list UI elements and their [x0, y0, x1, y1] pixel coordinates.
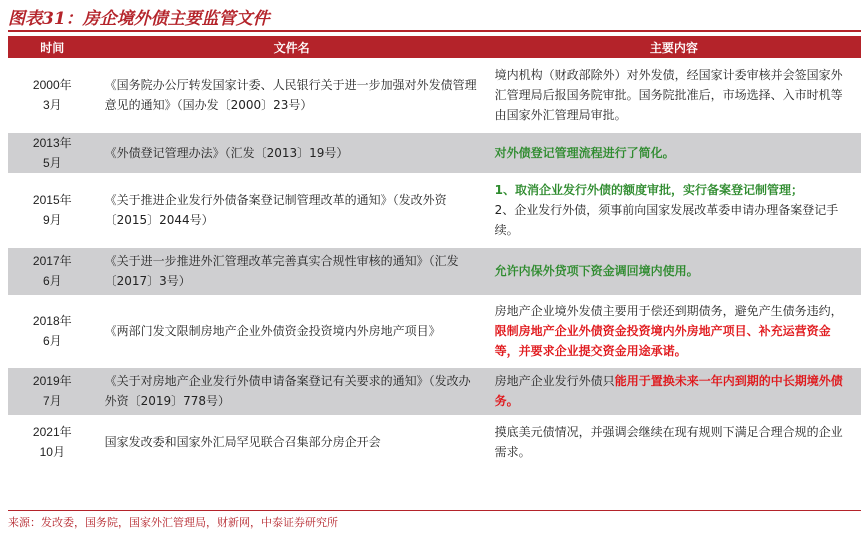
cell-time-line: 10月 [39, 445, 65, 459]
content-part: 1、取消企业发行外债的额度审批，实行备案登记制管理； [494, 183, 804, 197]
table-row [8, 247, 861, 295]
cell-time-line: 2021年 [32, 425, 72, 439]
table-row [8, 295, 861, 367]
figure-title: 图表31：房企境外债主要监管文件 [8, 9, 270, 29]
table-row [8, 367, 861, 415]
title-divider [8, 30, 861, 32]
table-row [8, 415, 861, 469]
content-part: 对外债登记管理流程进行了简化。 [494, 145, 675, 160]
table-body [8, 58, 861, 469]
content-part: 2、企业发行外债，须事前向国家发展改革委申请办理备案登记手续。 [494, 203, 839, 237]
cell-time [8, 173, 97, 247]
cell-main-content [487, 247, 861, 295]
cell-time-line: 2019年 [32, 374, 72, 388]
cell-document-name: 《关于推进企业发行外债备案登记制管理改革的通知》（发改外资〔2015〕2044号） [97, 173, 487, 247]
regulation-table [8, 36, 861, 470]
cell-time [8, 132, 97, 173]
cell-document-name: 国家发改委和国家外汇局罕见联合召集部分房企开会 [97, 415, 487, 469]
cell-time [8, 415, 97, 469]
header-content: 主要内容 [487, 36, 861, 58]
content-part: 能用于置换未来一年内到期的中长期境外债务。 [494, 374, 843, 408]
content-part: 限制房地产企业外债资金投资境内外房地产项目、补充运营资金等，并要求企业提交资金用途承诺。 [494, 324, 831, 358]
cell-main-content [487, 58, 861, 132]
cell-main-content [487, 415, 861, 469]
cell-time-line: 6月 [42, 274, 62, 288]
cell-document-name: 《关于进一步推进外汇管理改革完善真实合规性审核的通知》（汇发〔2017〕3号） [97, 247, 487, 295]
content-part: 房地产企业境外发债主要用于偿还到期债务，避免产生债务违约， [494, 304, 843, 318]
cell-main-content [487, 132, 861, 173]
content-part: 房地产企业发行外债只 [494, 374, 615, 388]
cell-time-line: 5月 [42, 155, 62, 170]
cell-time-line: 2000年 [32, 77, 72, 92]
cell-document-name: 《两部门发文限制房地产企业外债资金投资境内外房地产项目》 [97, 295, 487, 367]
header-time: 时间 [8, 36, 97, 58]
cell-time-line: 2015年 [32, 193, 72, 207]
cell-document-name: 《国务院办公厅转发国家计委、人民银行关于进一步加强对外发债管理意见的通知》（国办发〔2000〕23号） [97, 58, 487, 132]
cell-document-name: 《外债登记管理办法》（汇发〔2013〕19号） [97, 132, 487, 173]
cell-time [8, 247, 97, 295]
cell-time [8, 295, 97, 367]
cell-time-line: 2013年 [32, 135, 72, 150]
cell-main-content [487, 367, 861, 415]
cell-main-content [487, 295, 861, 367]
content-part: 摸底美元债情况，并强调会继续在现有规则下满足合理合规的企业需求。 [494, 425, 843, 459]
cell-time-line: 6月 [42, 334, 62, 348]
cell-time-line: 2018年 [32, 314, 72, 328]
cell-time [8, 58, 97, 132]
cell-main-content [487, 173, 861, 247]
table-row [8, 173, 861, 247]
cell-time [8, 367, 97, 415]
content-part: 允许内保外贷项下资金调回境内使用。 [494, 264, 699, 278]
table-header-row [8, 36, 861, 58]
cell-time-line: 7月 [42, 394, 62, 408]
cell-time-line: 9月 [42, 213, 62, 227]
content-part: 境内机构（财政部除外）对外发债，经国家计委审核并会签国家外汇管理局后报国务院审批。国务院批准后，市场选择、入市时机等由国家外汇管理局审批。 [494, 67, 843, 122]
cell-time-line: 2017年 [32, 254, 72, 268]
table-row [8, 132, 861, 173]
cell-document-name: 《关于对房地产企业发行外债申请备案登记有关要求的通知》（发改办外资〔2019〕778号） [97, 367, 487, 415]
source-note: 来源：发改委，国务院，国家外汇管理局，财新网，中泰证券研究所 [8, 516, 338, 529]
cell-time-line: 3月 [42, 97, 62, 112]
source-divider [8, 510, 861, 511]
table-row [8, 58, 861, 132]
header-doc: 文件名 [97, 36, 487, 58]
